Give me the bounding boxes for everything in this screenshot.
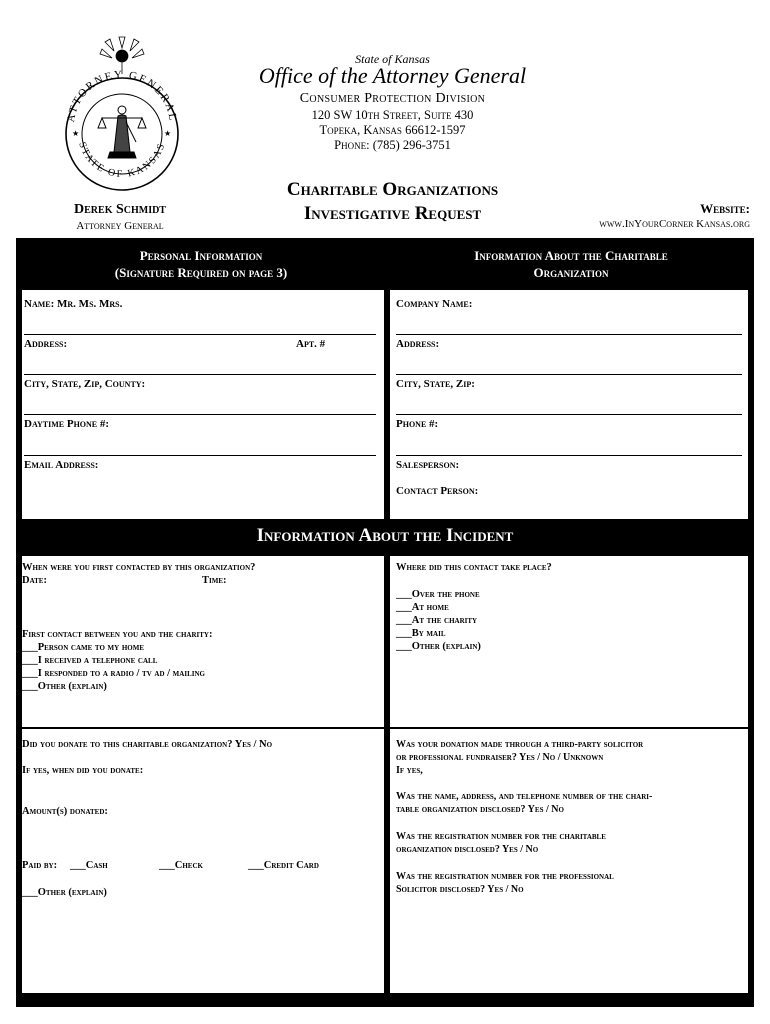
address-label: Address:	[24, 338, 68, 350]
form-title-line-2: Investigative Request	[303, 203, 482, 224]
daytime-phone-label: Daytime Phone #:	[24, 418, 110, 430]
company-name-label: Company Name:	[396, 298, 473, 310]
charity-phone-input-line[interactable]	[396, 455, 742, 456]
charity-info-header	[388, 247, 754, 281]
division-name: Consumer Protection Division	[299, 91, 486, 106]
time-label: Time:	[202, 575, 227, 586]
incident-header: Information About the Incident	[256, 525, 514, 546]
name-disclosed-question-line-2: table organization disclosed? Yes / No	[396, 804, 564, 815]
form-title-line-1: Charitable Organizations	[286, 179, 499, 200]
attorney-general-title: Attorney General	[76, 220, 164, 232]
option-telephone-call[interactable]: ___I received a telephone call	[22, 655, 158, 666]
option-credit-card[interactable]: ___Credit Card	[248, 860, 319, 871]
svg-text:★: ★	[164, 129, 172, 138]
office-title: Office of the Attorney General	[258, 63, 527, 88]
charity-city-label: City, State, Zip:	[396, 378, 475, 390]
option-by-mail[interactable]: ___By mail	[396, 628, 446, 639]
office-address-line-2: Topeka, Kansas 66612-1597	[319, 123, 466, 137]
charity-header-line-1: Information About the Charitable	[474, 248, 668, 263]
first-contact-question: When were you first contacted by this organization?	[22, 562, 256, 573]
charity-address-input-line[interactable]	[396, 374, 742, 375]
personal-header-line-2: (Signature Required on page 3)	[114, 265, 288, 280]
company-input-line[interactable]	[396, 334, 742, 335]
seal-text-bottom: STATE OF KANSAS	[76, 140, 168, 180]
personal-info-header	[16, 247, 386, 281]
salesperson-label: Salesperson:	[396, 459, 460, 471]
name-label: Name: Mr. Ms. Mrs.	[24, 298, 123, 310]
option-other-payment[interactable]: ___Other (explain)	[22, 887, 107, 898]
where-contact-question: Where did this contact take place?	[396, 562, 552, 573]
when-donate-question: If yes, when did you donate:	[22, 765, 144, 776]
date-label: Date:	[22, 575, 47, 586]
third-party-question-line-2: or professional fundraiser? Yes / No / Unknown	[396, 752, 604, 763]
did-you-donate-question: Did you donate to this charitable organization? Yes / No	[22, 739, 273, 750]
phone-input-line[interactable]	[24, 455, 376, 456]
seal-text-top: ATTORNEY GENERAL	[65, 68, 179, 124]
charity-address-label: Address:	[396, 338, 440, 350]
name-disclosed-question-line-1: Was the name, address, and telephone number of the chari-	[396, 791, 653, 802]
city-input-line[interactable]	[24, 414, 376, 415]
charity-registration-question-line-2: organization disclosed? Yes / No	[396, 844, 539, 855]
option-radio-tv-mailing[interactable]: ___I responded to a radio / tv ad / mailing	[22, 668, 205, 679]
option-at-home[interactable]: ___At home	[396, 602, 449, 613]
charity-phone-label: Phone #:	[396, 418, 439, 430]
third-party-if-yes: If yes,	[396, 765, 423, 776]
option-other-explain[interactable]: ___Other (explain)	[22, 681, 107, 692]
apt-label: Apt. #	[296, 338, 326, 350]
option-at-charity[interactable]: ___At the charity	[396, 615, 478, 626]
solicitor-registration-question-line-1: Was the registration number for the professional	[396, 871, 614, 882]
first-contact-panel	[22, 556, 384, 727]
donation-panel	[22, 729, 384, 993]
contact-between-label: First contact between you and the charity:	[22, 629, 213, 640]
third-party-question-line-1: Was your donation made through a third-party solicitor	[396, 739, 644, 750]
option-cash[interactable]: ___Cash	[70, 860, 108, 871]
investigative-request-form	[16, 238, 754, 1007]
charity-info-panel	[390, 290, 748, 519]
option-over-phone[interactable]: ___Over the phone	[396, 589, 480, 600]
office-address-line-1: 120 SW 10th Street, Suite 430	[311, 108, 474, 122]
state-name: State of Kansas	[355, 52, 430, 66]
city-state-zip-county-label: City, State, Zip, County:	[24, 378, 146, 390]
solicitor-panel	[390, 729, 748, 993]
office-phone: Phone: (785) 296-3751	[334, 138, 451, 152]
paid-by-label: Paid by:	[22, 860, 58, 871]
website-label: Website:	[700, 201, 750, 216]
amount-donated-label: Amount(s) donated:	[22, 806, 108, 817]
name-input-line[interactable]	[24, 334, 376, 335]
address-input-line[interactable]	[24, 374, 376, 375]
charity-header-line-2: Organization	[533, 265, 609, 280]
option-person-came-home[interactable]: ___Person came to my home	[22, 642, 144, 653]
personal-info-panel	[22, 290, 384, 519]
email-label: Email Address:	[24, 459, 99, 471]
contact-place-panel	[390, 556, 748, 727]
option-other-explain-place[interactable]: ___Other (explain)	[396, 641, 481, 652]
website-url[interactable]: www.InYourCorner Kansas.org	[599, 218, 750, 230]
option-check[interactable]: ___Check	[159, 860, 203, 871]
personal-header-line-1: Personal Information	[139, 248, 263, 263]
svg-text:★: ★	[72, 129, 80, 138]
solicitor-registration-question-line-2: Solicitor disclosed? Yes / No	[396, 884, 524, 895]
attorney-general-name: Derek Schmidt	[74, 202, 166, 217]
charity-city-input-line[interactable]	[396, 414, 742, 415]
charity-registration-question-line-1: Was the registration number for the charitable	[396, 831, 606, 842]
contact-person-label: Contact Person:	[396, 485, 479, 497]
